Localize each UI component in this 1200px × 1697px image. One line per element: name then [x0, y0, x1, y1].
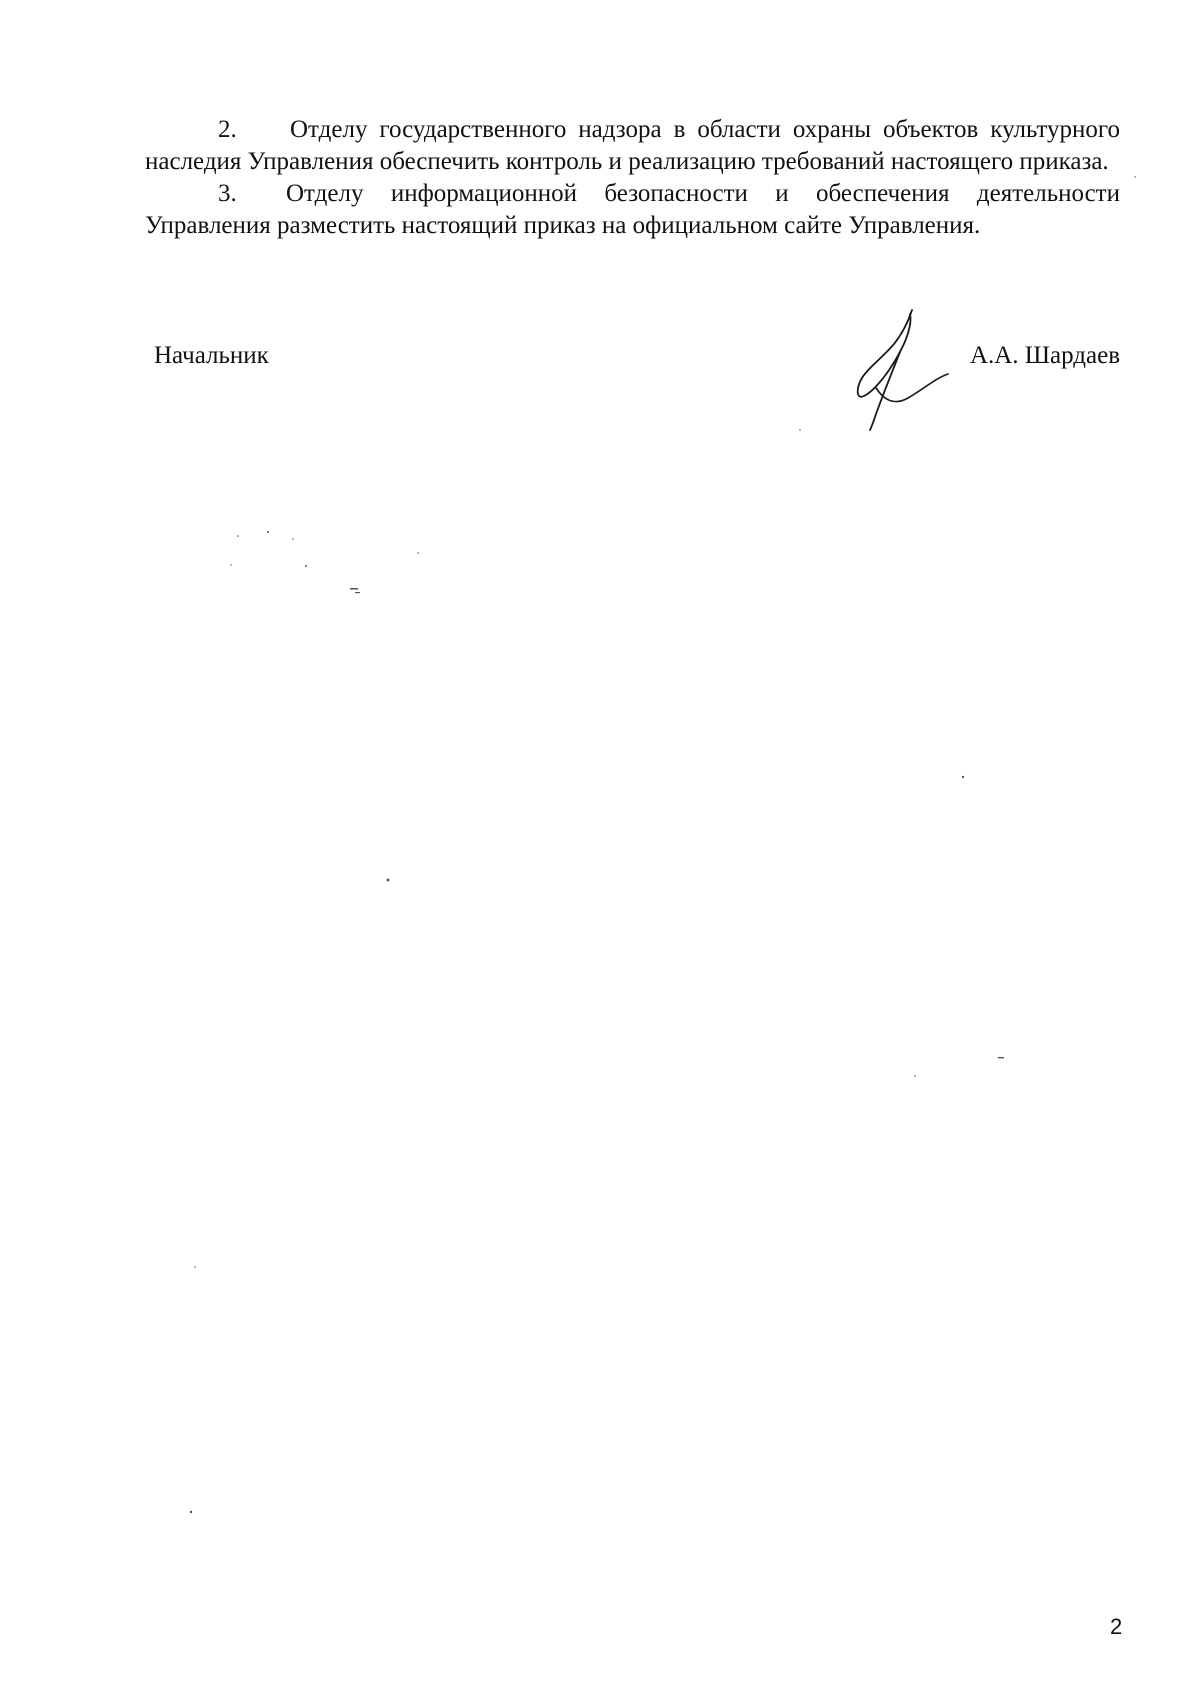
- paragraph-number: 3.: [218, 180, 237, 207]
- paragraph-2: [145, 114, 1120, 178]
- signatory-name: А.А. Шардаев: [969, 342, 1120, 369]
- document-body: [145, 114, 1120, 242]
- paragraph-text: Отделу информационной безопасности и обеспечения деятельности Управления разместить настоящий приказ на официальном сайте Управления.: [145, 180, 1120, 239]
- handwritten-signature: [850, 308, 960, 438]
- signatory-position: Начальник: [154, 342, 269, 369]
- page-number: 2: [1110, 1614, 1123, 1639]
- paragraph-3: [145, 178, 1120, 242]
- paragraph-number: 2.: [218, 116, 237, 143]
- paragraph-text: Отделу государственного надзора в области охраны объектов культурного наследия Управления обеспечить контроль и реализацию требований настоящего приказа.: [145, 116, 1120, 175]
